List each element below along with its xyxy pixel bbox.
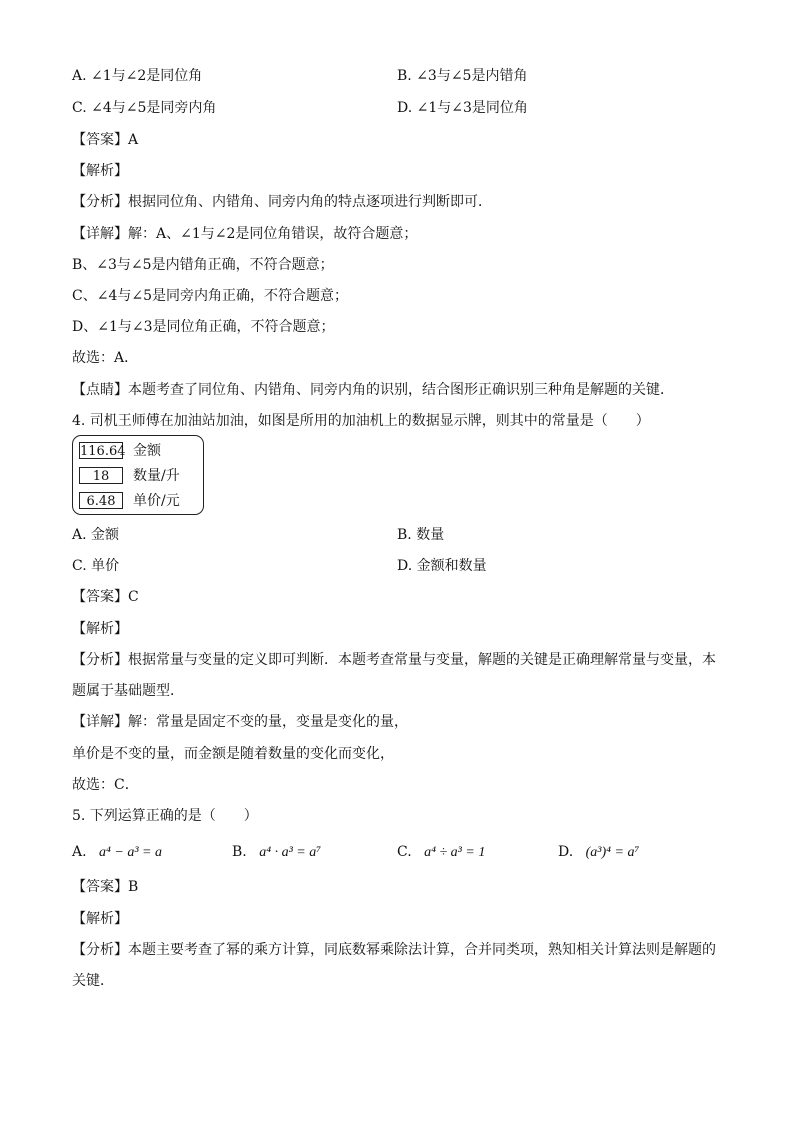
q5-option-b — [232, 842, 321, 863]
q3-option-b: B. ∠3与∠5是内错角 — [397, 68, 528, 84]
q5-option-a — [72, 842, 162, 863]
q3-option-a: A. ∠1与∠2是同位角 — [72, 68, 203, 84]
q4-analysis-cont: 题属于基础题型． — [72, 683, 184, 699]
q5-analysis-cont: 关键． — [72, 973, 114, 989]
option-expression: a⁴ − a³ = a — [99, 845, 162, 860]
q3-option-c: C. ∠4与∠5是同旁内角 — [72, 100, 217, 116]
display-label: 金额 — [133, 443, 161, 459]
option-letter: D. — [558, 844, 574, 860]
q3-detail-line: D、∠1与∠3是同位角正确，不符合题意； — [72, 319, 335, 335]
q5-analysis: 【分析】本题主要考查了幂的乘方计算，同底数幂乘除法计算，合并同类项，熟知相关计算法则是解题的 — [72, 942, 716, 958]
q4-detail-line: 单价是不变的量，而金额是随着数量的变化而变化， — [72, 746, 394, 762]
q3-option-d: D. ∠1与∠3是同位角 — [397, 100, 528, 116]
display-value: 116.64 — [80, 444, 126, 459]
q5-stem: 5. 下列运算正确的是（ ） — [72, 808, 258, 824]
option-expression: a⁴ ÷ a³ = 1 — [424, 845, 486, 860]
q5-option-d — [558, 842, 639, 863]
display-label: 数量/升 — [133, 468, 180, 484]
q3-detail-line: C、∠4与∠5是同旁内角正确，不符合题意； — [72, 288, 348, 304]
q5-answer: 【答案】B — [72, 879, 139, 895]
q5-option-c — [397, 842, 485, 863]
q4-option-b: B. 数量 — [397, 527, 445, 543]
q3-detail-line: B、∠3与∠5是内错角正确，不符合题意； — [72, 257, 334, 273]
q5-analysis-label: 【解析】 — [72, 911, 128, 927]
display-label: 单价/元 — [133, 493, 180, 509]
option-letter: B. — [232, 844, 247, 860]
display-value: 6.48 — [79, 492, 123, 509]
option-letter: C. — [397, 844, 412, 860]
q4-answer: 【答案】C — [72, 589, 139, 605]
q3-analysis-label: 【解析】 — [72, 163, 128, 179]
option-letter: A. — [72, 844, 87, 860]
q4-analysis-label: 【解析】 — [72, 621, 128, 637]
q4-option-c: C. 单价 — [72, 558, 120, 574]
fuel-pump-display — [72, 435, 204, 515]
display-row-amount — [79, 442, 161, 460]
q4-option-d: D. 金额和数量 — [397, 558, 487, 574]
q3-comment: 【点睛】本题考查了同位角、内错角、同旁内角的识别，结合图形正确识别三种角是解题的关键． — [72, 382, 674, 398]
q4-stem: 4. 司机王师傅在加油站加油，如图是所用的加油机上的数据显示牌，则其中的常量是（ ） — [72, 413, 650, 429]
q4-option-a: A. 金额 — [72, 527, 120, 543]
display-row-unit-price — [79, 492, 180, 510]
option-expression: (a³)⁴ = a⁷ — [585, 845, 640, 860]
display-row-quantity — [79, 467, 180, 485]
q4-choice: 故选：C． — [72, 777, 139, 793]
q4-detail-line: 【详解】解：常量是固定不变的量，变量是变化的量， — [72, 714, 408, 730]
q3-choice: 故选：A． — [72, 350, 139, 366]
option-expression: a⁴ · a³ = a⁷ — [259, 845, 322, 860]
q3-detail-line: 【详解】解：A、∠1与∠2是同位角错误，故符合题意； — [72, 226, 418, 242]
q3-analysis: 【分析】根据同位角、内错角、同旁内角的特点逐项进行判断即可． — [72, 194, 492, 210]
q3-answer: 【答案】A — [72, 132, 139, 148]
display-value: 18 — [79, 467, 123, 484]
q4-analysis: 【分析】根据常量与变量的定义即可判断．本题考查常量与变量，解题的关键是正确理解常量与变量，本 — [72, 652, 716, 668]
